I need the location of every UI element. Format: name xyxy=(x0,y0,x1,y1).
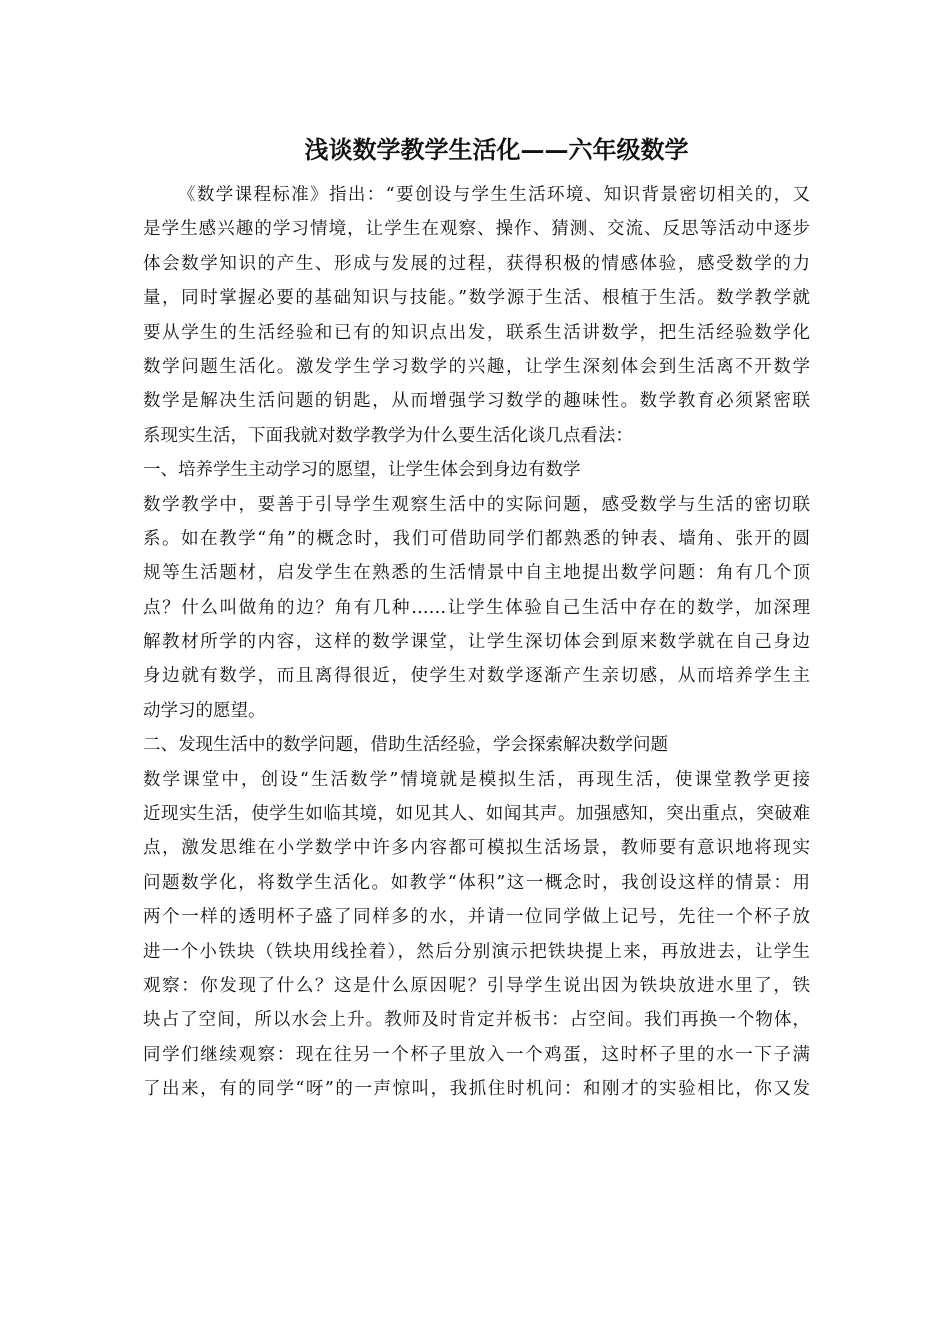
paragraph-line: 量，同时掌握必要的基础知识与技能。”数学源于生活、根植于生活。数学教学就 xyxy=(143,288,810,309)
paragraph-line: 块占了空间，所以水会上升。教师及时肯定并板书：占空间。我们再换一个物体， xyxy=(143,1010,810,1031)
paragraph-line: 数学是解决生活问题的钥匙，从而增强学习数学的趣味性。数学教育必须紧密联 xyxy=(143,391,810,412)
paragraph-line: 同学们继续观察：现在往另一个杯子里放入一个鸡蛋，这时杯子里的水一下子满 xyxy=(143,1044,810,1065)
paragraph-line: 解教材所学的内容，这样的数学课堂，让学生深切体会到原来数学就在自己身边 xyxy=(143,632,810,653)
paragraph-line: 规等生活题材，启发学生在熟悉的生活情景中自主地提出数学问题：角有几个顶 xyxy=(143,563,810,584)
paragraph-line: 近现实生活，使学生如临其境，如见其人、如闻其声。加强感知，突出重点，突破难 xyxy=(143,804,810,825)
paragraph-line: 观察：你发现了什么？这是什么原因呢？引导学生说出因为铁块放进水里了，铁 xyxy=(143,975,810,996)
paragraph-line: 身边就有数学，而且离得很近，使学生对数学逐渐产生亲切感，从而培养学生主 xyxy=(143,666,810,687)
paragraph-line: 要从学生的生活经验和已有的知识点出发，联系生活讲数学，把生活经验数学化 xyxy=(143,322,810,343)
section-heading: 一、培养学生主动学习的愿望，让学生体会到身边有数学 xyxy=(143,460,581,481)
paragraph-line: 系。如在教学“角”的概念时，我们可借助同学们都熟悉的钟表、墙角、张开的圆 xyxy=(143,528,810,549)
section-heading: 二、发现生活中的数学问题，借助生活经验，学会探索解决数学问题 xyxy=(143,735,668,756)
paragraph-line: 系现实生活，下面我就对数学教学为什么要生活化谈几点看法： xyxy=(143,425,633,446)
paragraph-line: 问题数学化，将数学生活化。如教学“体积”这一概念时，我创设这样的情景：用 xyxy=(143,872,810,893)
paragraph-line: 了出来，有的同学“呀”的一声惊叫，我抓住时机问：和刚才的实验相比，你又发 xyxy=(143,1079,810,1100)
paragraph-line: 点，激发思维在小学数学中许多内容都可模拟生活场景，教师要有意识地将现实 xyxy=(143,838,810,859)
paragraph-line: 数学问题生活化。激发学生学习数学的兴趣，让学生深刻体会到生活离不开数学 xyxy=(143,356,810,377)
paragraph-line: 点？什么叫做角的边？角有几种……让学生体验自己生活中存在的数学，加深理 xyxy=(143,597,810,618)
paragraph-line: 进一个小铁块（铁块用线拴着），然后分别演示把铁块提上来，再放进去，让学生 xyxy=(143,941,810,962)
paragraph-line: 《数学课程标准》指出：“要创设与学生生活环境、知识背景密切相关的，又 xyxy=(178,185,810,205)
paragraph-line: 两个一样的透明杯子盛了同样多的水，并请一位同学做上记号，先往一个杯子放 xyxy=(143,907,810,928)
paragraph-line: 数学课堂中，创设“生活数学”情境就是模拟生活，再现生活，使课堂教学更接 xyxy=(143,769,810,790)
document-page xyxy=(143,128,810,1107)
paragraph-line: 是学生感兴趣的学习情境，让学生在观察、操作、猜测、交流、反思等活动中逐步 xyxy=(143,219,810,240)
paragraph-line: 数学教学中，要善于引导学生观察生活中的实际问题，感受数学与生活的密切联 xyxy=(143,494,810,515)
paragraph-line: 体会数学知识的产生、形成与发展的过程，获得积极的情感体验，感受数学的力 xyxy=(143,253,810,274)
paragraph-line: 动学习的愿望。 xyxy=(143,700,266,721)
document-title: 浅谈数学教学生活化——六年级数学 xyxy=(304,135,689,164)
